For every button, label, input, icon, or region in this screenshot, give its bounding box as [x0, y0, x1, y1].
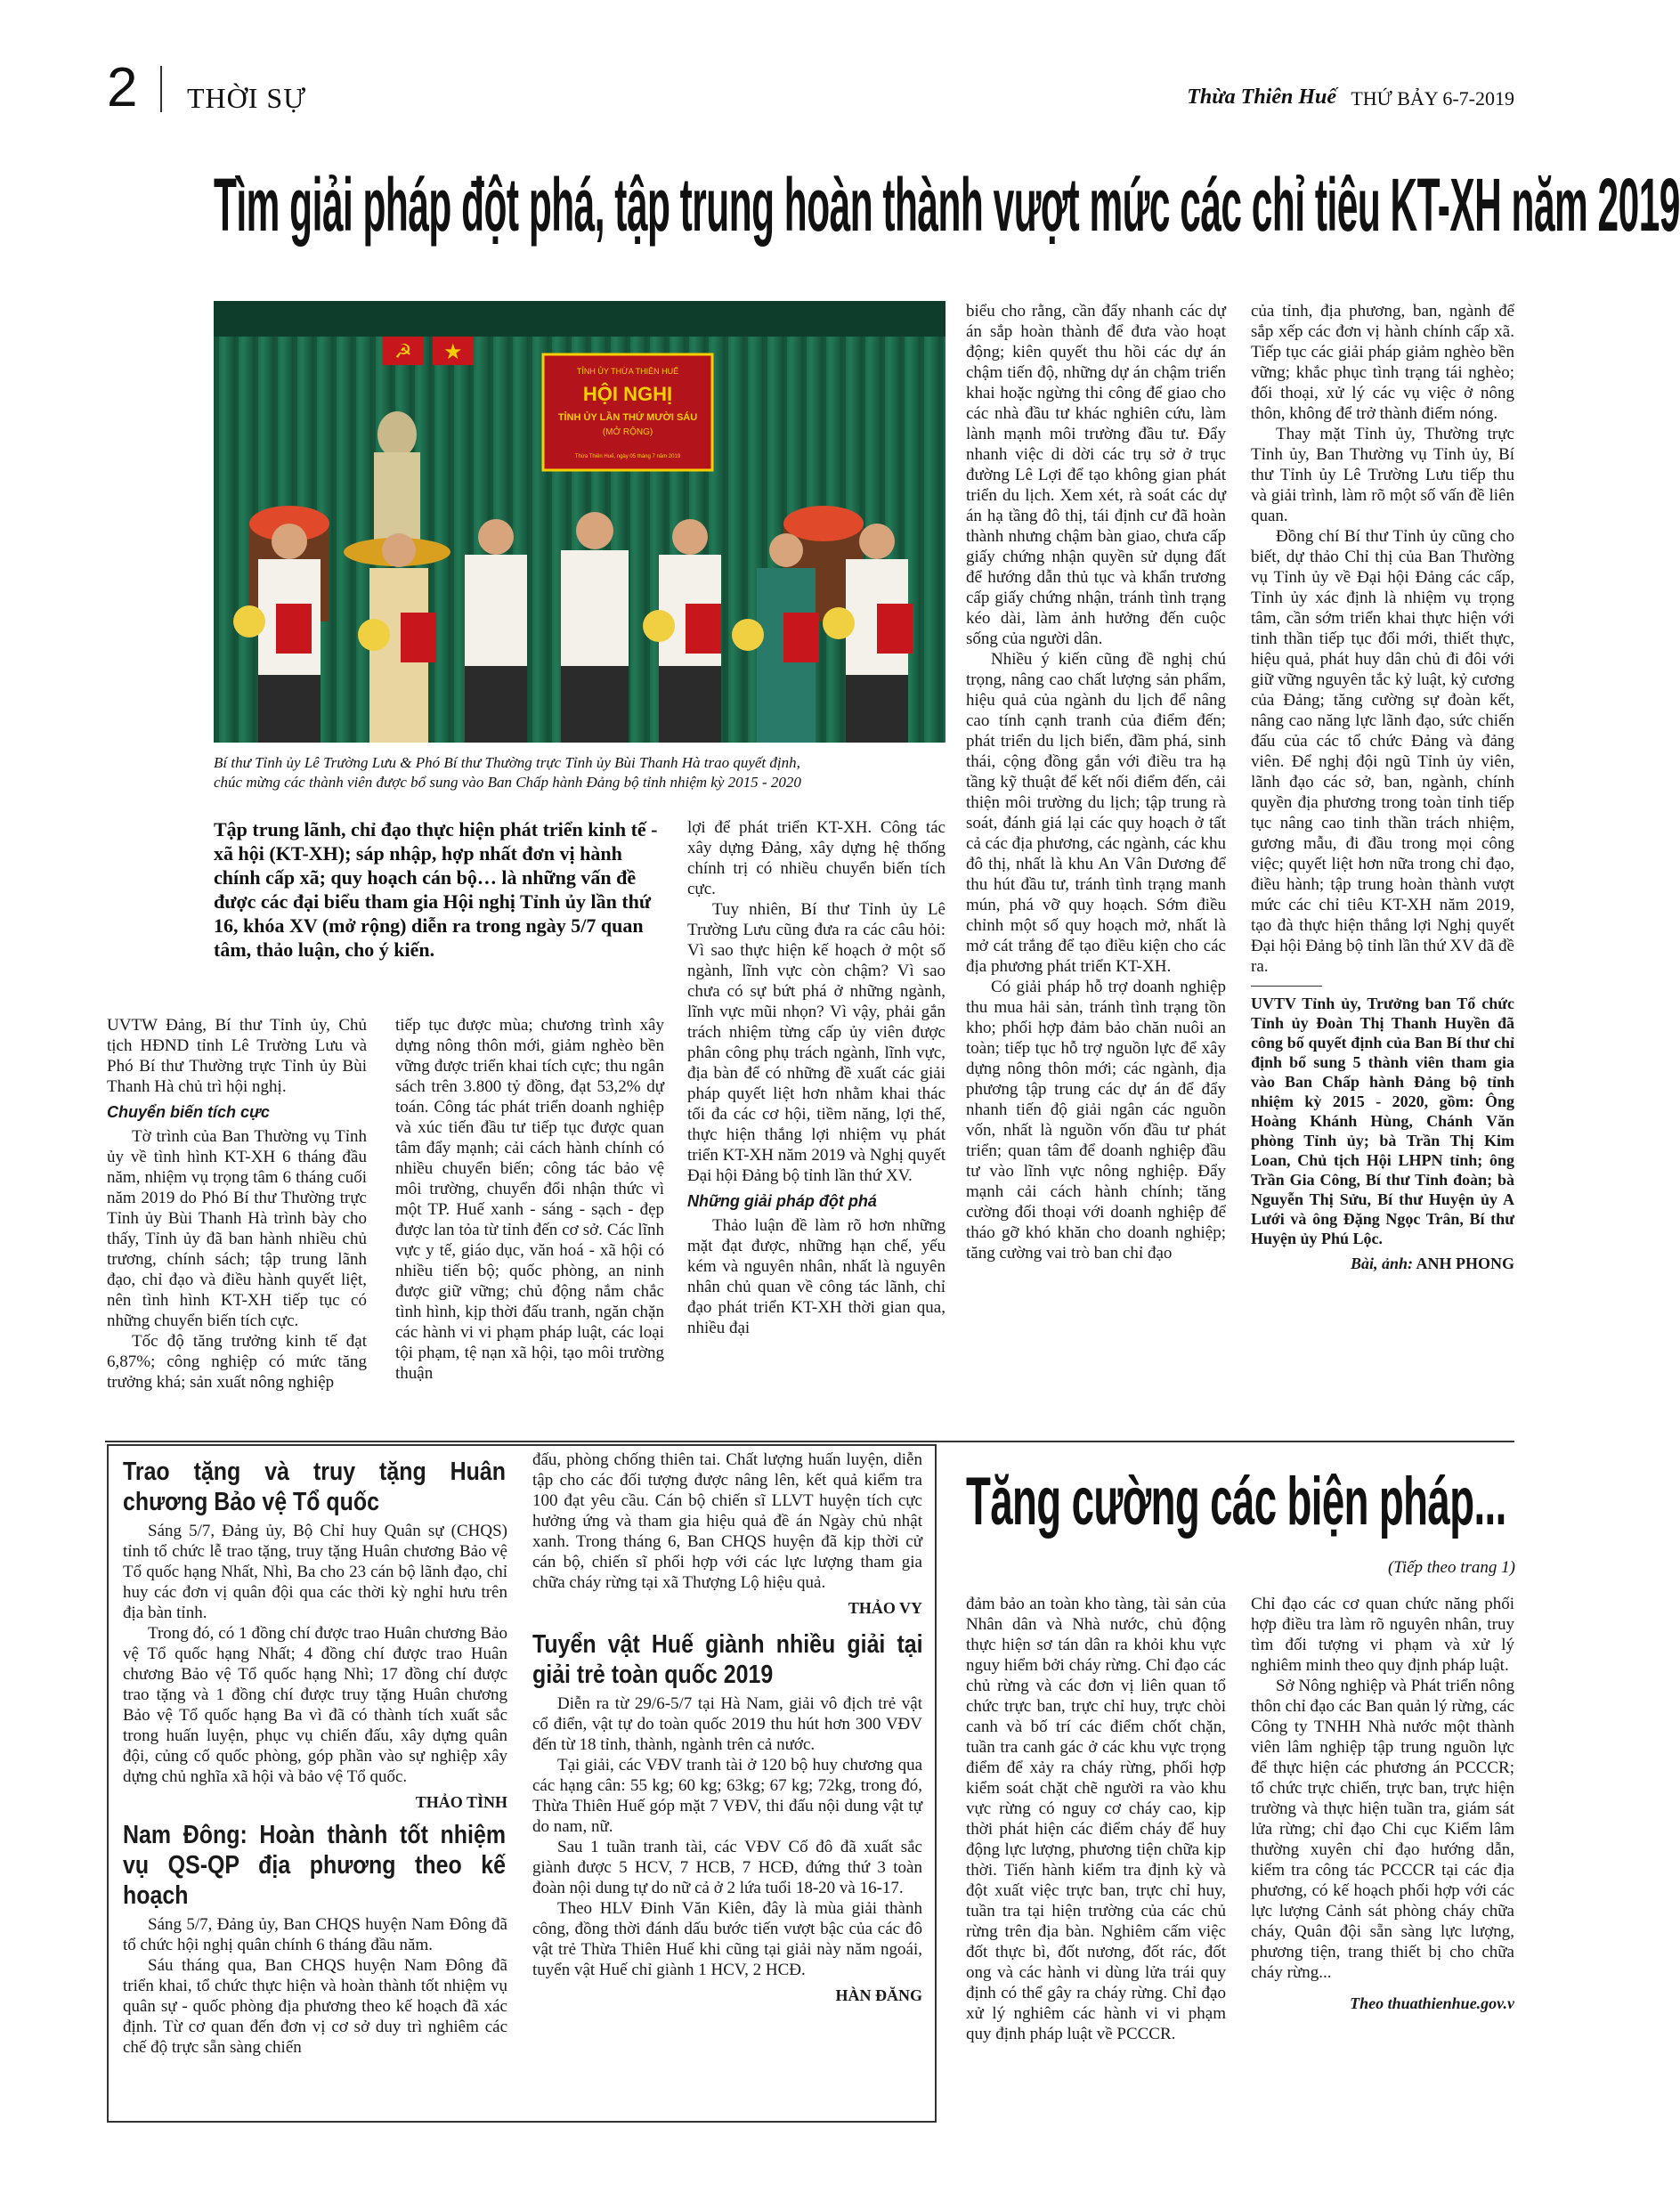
continued-col2-p1: Chỉ đạo các cơ quan chức năng phối hợp điều tra làm rõ nguyên nhân, truy tìm đối tượng vi phạm và xử lý nghiêm minh theo quy định pháp luật. [1251, 1595, 1514, 1675]
col4-p1: biểu cho rằng, cần đẩy nhanh các dự án sắp hoàn thành để đưa vào hoạt động; kiên quyết thu hồi các dự án chậm tiến độ, những dự án chậm triển khai hoặc ngừng thi công để giao cho các nhà đầu tư khác nghiên cứu, làm lành mạnh môi trường đầu tư. Đẩy nhanh việc di dời các trụ sở ở trục đường Lê Lợi để tạo không gian phát triển du lịch. Xem xét, rà soát các dự án hạ tầng đô thị, tái định cư đã hoàn thành nhưng chậm bàn giao, chưa cấp giấy chứng nhận quyền sử dụng đất để hướng dẫn thủ tục và khẩn trương cấp giấy chứng nhận, tránh tình trạng kéo dài, làm ảnh hưởng đến cuộc sống của người dân. [966, 302, 1226, 648]
banner-sub: TỈNH ỦY LẦN THỨ MƯỜI SÁU [557, 412, 698, 423]
main-col-5 [1251, 301, 1514, 1274]
story3-p1: Diễn ra từ 29/6-5/7 tại Hà Nam, giải vô địch trẻ vật cổ điển, vật tự do toàn quốc 2019 thu hút hơn 300 VĐV đến từ 18 tỉnh, thành, ngành trên cả nước. [532, 1694, 922, 1754]
col2-p1: tiếp tục được mùa; chương trình xây dựng nông thôn mới, giảm nghèo bền vững được triển khai tích cực; thu ngân sách trên 3.800 tỷ đồng, đạt 53,2% dự toán. Công tác phát triển doanh nghiệp và xúc tiến đầu tư tiếp tục được quan tâm đẩy mạnh; cải cách hành chính có nhiều chuyển biến; công tác bảo vệ môi trường, chuyển đổi nhận thức vì một TP. Huế xanh - sáng - sạch - đẹp được lan tỏa từ tỉnh đến cơ sở. Các lĩnh vực y tế, giáo dục, văn hoá - xã hội có nhiều tiến bộ; quốc phòng, an ninh được giữ vững; chủ động nắm chắc tình hình, kịp thời đấu tranh, ngăn chặn các hành vi vi phạm pháp luật, các loại tội phạm, tệ nạn xã hội, tạo môi trường thuận [395, 1016, 664, 1383]
main-headline-wrap [214, 160, 1680, 276]
header-divider [160, 66, 162, 112]
story2-author: THẢO VY [848, 1599, 922, 1617]
svg-text:☭: ☭ [394, 340, 412, 362]
story2-p2: Sáu tháng qua, Ban CHQS huyện Nam Đông đã triển khai, tổ chức thực hiện và hoàn thành tốt nhiệm vụ quân sự - quốc phòng địa phương theo kế hoạch đã xác định. Từ cơ quan đến đơn vị cơ sở duy trì nghiêm các chế độ trực sẵn sàng chiến [123, 1956, 507, 2057]
col4-p2: Nhiều ý kiến cũng đề nghị chú trọng, nâng cao chất lượng sản phẩm, hiệu quả của ngành du lịch để nâng cao tính cạnh tranh của điểm đến; phát triển du lịch biển, đầm phá, sinh thái, cộng đồng gắn với điều tra hạ tầng kỹ thuật để kết nối điểm đến, cải thiện môi trường du lịch; tập trung rà soát, đánh giá lại các quy hoạch ở tất cả các địa phương, các ngành, các khu đô thị, nhất là khu An Vân Dương để thu hút đầu tư, tránh tình trạng manh mún, phá vỡ quy hoạch. Sớm điều chỉnh một số quy hoạch mở, nhất là mở cát trắng để tạo điều kiện cho các địa phương phát triển KT-XH. [966, 650, 1227, 976]
continued-col-2 [1251, 1594, 1514, 2014]
subhead-positive-change: Chuyển biến tích cực [107, 1103, 270, 1121]
col1-p1: UVTW Đảng, Bí thư Tỉnh ủy, Chủ tịch HĐND tỉnh Lê Trường Lưu và Phó Bí thư Thường trực Tỉnh ủy Bùi Thanh Hà chủ trì hội nghị. [107, 1016, 367, 1096]
photo-caption [214, 753, 946, 792]
byline-label: Bài, ảnh: [1350, 1255, 1413, 1272]
col1-p3: Tốc độ tăng trưởng kinh tế đạt 6,87%; công nghiệp có mức tăng trưởng khá; sản xuất nông nghiệp [107, 1332, 367, 1392]
continued-col2-p2: Sở Nông nghiệp và Phát triển nông thôn chỉ đạo các Ban quản lý rừng, các Công ty TNHH Nhà nước một thành viên lâm nghiệp tập trung nguồn lực để thực hiện các phương án PCCCR; tổ chức trực chiến, trực ban, trực hiện trường và thực hiện tuần tra, giám sát lửa rừng; chỉ đạo Chi cục Kiểm lâm thường xuyên chỉ đạo hướng dẫn, kiểm tra công tác PCCCR tại các địa phương, có kế hoạch phối hợp với các lực lượng Cảnh sát phòng cháy chữa cháy, Quân đội sẵn sàng lực lượng, phương tiện, trang thiết bị cho chữa cháy rừng... [1251, 1677, 1514, 1982]
national-flag-icon [433, 337, 474, 365]
col4-p3: Có giải pháp hỗ trợ doanh nghiệp thu mua hải sản, tránh tình trạng tồn kho; phối hợp đảm bảo chăn nuôi an toàn; tiếp tục hỗ trợ nguồn lực để xây dựng nông thôn mới; các ngành, địa phương tập trung các dự án để đẩy nhanh tiến độ giải ngân các nguồn vốn, nhất là nguồn vốn đầu tư phát triển; quan tâm để doanh nghiệp đầu tư vào lĩnh vực nông nghiệp. Đẩy mạnh cải cách hành chính; tăng cường đối thoại với doanh nghiệp để tháo gỡ khó khăn cho doanh nghiệp; tăng cường vai trò ban chỉ đạo [966, 978, 1226, 1263]
continued-headline-wrap [966, 1462, 1518, 1551]
banner-sub2: (MỞ RỘNG) [602, 427, 653, 437]
header-date: THỨ BẢY 6-7-2019 [1351, 87, 1514, 110]
story3-author: HÀN ĐĂNG [835, 1986, 922, 2004]
story1-p1: Sáng 5/7, Đảng ủy, Bộ Chỉ huy Quân sự (CHQS) tỉnh tổ chức lễ trao tặng, truy tặng Huân chương Bảo vệ Tổ quốc hạng Nhất, Nhì, Ba cho 23 cán bộ lãnh đạo, chỉ huy các đơn vị quân đội qua các thời kỳ nghỉ hưu trên địa bàn tỉnh. [123, 1522, 507, 1622]
box-col-2 [532, 1450, 922, 2006]
story3-p3: Sau 1 tuần tranh tài, các VĐV Cố đô đã xuất sắc giành được 5 HCV, 7 HCB, 7 HCĐ, đứng thứ 3 toàn đoàn nội dung tự do nữ cả ở 2 lứa tuổi 18-20 và 16-17. [532, 1838, 922, 1897]
byline-name: ANH PHONG [1416, 1255, 1514, 1272]
section-label: THỜI SỰ [187, 82, 307, 114]
main-photo [214, 301, 946, 743]
lead-paragraph: Tập trung lãnh, chỉ đạo thực hiện phát triển kinh tế - xã hội (KT-XH); sáp nhập, hợp nhất đơn vị hành chính cấp xã; quy hoạch cán bộ… là những vấn đề được các đại biểu tham gia Hội nghị Tỉnh ủy lần thứ 16, khóa XV (mở rộng) diễn ra trong ngày 5/7 quan tâm, thảo luận, cho ý kiến. [214, 818, 658, 961]
main-col-1 [107, 1015, 367, 1393]
party-flag-icon [383, 337, 424, 365]
main-col-2 [395, 1015, 664, 1384]
continued-source: Theo thuathienhue.gov.v [1350, 1994, 1514, 2012]
story3-p2: Tại giải, các VĐV tranh tài ở 120 bộ huy chương qua các hạng cân: 55 kg; 60 kg; 63kg; 67 kg; 72kg, trong đó, Thừa Thiên Huế góp mặt 7 VĐV, thi đấu nội dung vật tự do nam, nữ. [532, 1756, 922, 1836]
subhead-breakthrough: Những giải pháp đột phá [687, 1192, 877, 1210]
continued-col-1 [966, 1594, 1226, 2044]
col5-p3: Đồng chí Bí thư Tỉnh ủy cũng cho biết, dự thảo Chỉ thị của Ban Thường vụ Tỉnh ủy về Đại hội Đảng các cấp, Tỉnh ủy xác định là nhiệm vụ trọng tâm, cần sớm triển khai thực hiện với tinh thần tiếp tục đổi mới, thiết thực, hiệu quả, phát huy dân chủ đi đôi với giữ vững nguyên tắc kỷ luật, kỷ cương của Đảng; tăng cường sự đoàn kết, nâng cao năng lực lãnh đạo, sức chiến đấu của các tổ chức Đảng và đảng viên. Để nghị đội ngũ Tỉnh ủy viên, lãnh đạo các sở, ban, ngành, chính quyền địa phương trong toàn tỉnh tiếp tục nâng cao tinh thần trách nhiệm, gương mẫu, đi đầu trong mọi công việc; quyết liệt hơn nữa trong chỉ đạo, điều hành; tập trung hoàn thành vượt mức các chỉ tiêu KT-XH năm 2019, tạo đà thực hiện thắng lợi Nghị quyết Đại hội Đảng bộ tỉnh lần thứ XV đã đề ra. [1251, 527, 1514, 976]
story1-author: THẢO TÌNH [415, 1793, 507, 1811]
banner-title: HỘI NGHỊ [582, 383, 673, 405]
col1-p2: Tờ trình của Ban Thường vụ Tỉnh ủy về tình hình KT-XH 6 tháng đầu năm, nhiệm vụ trọng tâm 6 tháng cuối năm 2019 do Phó Bí thư Thường trực Tỉnh ủy Bùi Thanh Hà trình bày cho thấy, Tỉnh ủy đã ban hành nhiều chủ trương, chính sách; tập trung lãnh đạo, chỉ đạo và điều hành quyết liệt, nên tình hình KT-XH tiếp tục có những chuyển biến tích cực. [107, 1127, 367, 1330]
page-header [105, 59, 1514, 121]
paper-name: Thừa Thiên Huế [1187, 85, 1336, 109]
continued-col1-text: đảm bảo an toàn kho tàng, tài sản của Nhân dân và Nhà nước, chủ động thực hiện sơ tán dân ra khỏi khu vực nguy hiểm bởi cháy rừng. Chỉ đạo các chủ rừng và các đơn vị liên quan tổ chức trực ban, trực chỉ huy, trực chòi canh và bố trí các điểm chốt chặn, tuần tra canh gác ở các khu vực trọng điểm để xảy ra cháy rừng, phối hợp kiểm soát chặt chẽ người ra vào khu vực rừng có nguy cơ cháy cao, kịp thời phát hiện các điểm cháy để huy động lực lượng, phương tiện chữa kịp thời. Tiến hành kiểm tra định kỳ và đột xuất việc trực ban, trực chỉ huy, tuần tra tại hiện trường của các chủ rừng trên địa bàn. Nghiêm cấm việc đốt thực bì, đốt nương, đốt rác, đốt ong và các hành vi dùng lửa trái quy định có thể gây ra cháy rừng. Chỉ đạo xử lý nghiêm các hành vi vi phạm quy định pháp luật về PCCCR. [966, 1595, 1226, 2043]
page-number: 2 [107, 57, 138, 118]
story1-p2: Trong đó, có 1 đồng chí được trao Huân chương Bảo vệ Tổ quốc hạng Nhất; 4 đồng chí được trao Huân chương Bảo vệ Tổ quốc hạng Nhì; 17 đồng chí được trao tặng và 1 đồng chí được truy tặng Huân chương Bảo vệ Tổ quốc hạng Ba vì đã có thành tích xuất sắc trong huấn luyện, phục vụ chiến đấu, xây dựng quân đội, củng cố quốc phòng, góp phần vào sự nghiệp xây dựng chủ nghĩa xã hội và bảo vệ Tổ quốc. [123, 1624, 507, 1786]
box-col-1 [123, 1457, 507, 2058]
col5-p2: Thay mặt Tỉnh ủy, Thường trực Tỉnh ủy, Ban Thường vụ Tỉnh ủy, Bí thư Tỉnh ủy Lê Trường Lưu tiếp thu và giải trình, làm rõ một số vấn đề liên quan. [1251, 425, 1514, 525]
continued-from: (Tiếp theo trang 1) [1387, 1558, 1515, 1577]
conference-photo [214, 301, 946, 743]
col3-p1: lợi để phát triển KT-XH. Công tác xây dựng Đảng, xây dựng hệ thống chính trị có nhiều chuyển biến tích cực. [687, 818, 946, 898]
col3-p3: Thảo luận đề làm rõ hơn những mặt đạt được, những hạn chế, yếu kém và nguyên nhân, nhất là nguyên nhân chủ quan về công tác lãnh, chỉ đạo phát triển KT-XH thời gian qua, nhiều đại [687, 1216, 946, 1337]
banner-date: Thừa Thiên Huế, ngày 05 tháng 7 năm 2019 [574, 454, 681, 459]
main-byline [1251, 1254, 1514, 1274]
photo-caption-line1: Bí thư Tỉnh ủy Lê Trường Lưu & Phó Bí thư Thường trực Tỉnh ủy Bùi Thanh Hà trao quyết định, [214, 754, 800, 771]
continued-headline: Tăng cường các biện pháp... [966, 1464, 1506, 1539]
story2-p3: đấu, phòng chống thiên tai. Chất lượng huấn luyện, diễn tập cho các đối tượng được nâng lên, kết quả kiểm tra 100 đạt yêu cầu. Cán bộ chiến sĩ LLVT huyện tích cực hưởng ứng và tham gia hiệu quả đề án Ngày chủ nhật xanh. Trong tháng 6, Ban CHQS huyện đã kịp thời cử cán bộ, chiến sĩ phối hợp với các lực lượng tham gia chữa cháy rừng tại xã Thượng Lộ hiệu quả. [532, 1450, 922, 1592]
photo-caption-line2: chúc mừng các thành viên được bổ sung vào Ban Chấp hành Đảng bộ tỉnh nhiệm kỳ 2015 - 2020 [214, 774, 801, 791]
svg-text:★: ★ [443, 340, 463, 364]
col3-p2: Tuy nhiên, Bí thư Tỉnh ủy Lê Trường Lưu cũng đưa ra các câu hỏi: Vì sao thực hiện kế hoạch ở một số ngành, lĩnh vực còn chậm? Vì sao chưa có sự bứt phá ở những ngành, lĩnh vực mũi nhọn? Vì vậy, phải gắn trách nhiệm từng cấp ủy viên được phân công phụ trách ngành, lĩnh vực, địa bàn để có những đề xuất các giải pháp quyết liệt hơn nhằm khai thác tối đa các cơ hội, tiềm năng, lợi thế, thực hiện thắng lợi nhiệm vụ phát triển KT-XH năm 2019 và Nghị quyết Đại hội Đảng bộ tỉnh lần thứ XV. [687, 900, 946, 1185]
main-headline: Tìm giải pháp đột phá, tập trung hoàn thành vượt mức các chỉ tiêu KT-XH năm 2019 [214, 163, 1680, 247]
main-col-3 [687, 817, 946, 1338]
story3-title: Tuyển vật Huế giành nhiều giải tại giải trẻ toàn quốc 2019 [532, 1630, 923, 1689]
col5-short-rule [1251, 986, 1322, 987]
col5-p4: UVTV Tỉnh ủy, Trưởng ban Tổ chức Tỉnh ủy Đoàn Thị Thanh Huyền đã công bố quyết định của Ban Bí thư chỉ định bổ sung 5 thành viên tham gia vào Ban Chấp hành Đảng bộ tỉnh nhiệm kỳ 2015 - 2020, gồm: Ông Hoàng Khánh Hùng, Chánh Văn phòng Tỉnh ủy; bà Trần Thị Kim Loan, Chủ tịch Hội LHPN tỉnh; ông Trần Gia Công, Bí thư Tỉnh đoàn; bà Nguyễn Thị Sửu, Bí thư Huyện ủy A Lưới và ông Đặng Ngọc Trân, Bí thư Huyện ủy Phú Lộc. [1251, 995, 1514, 1247]
col5-p1: của tỉnh, địa phương, ban, ngành để sắp xếp các đơn vị hành chính cấp xã. Tiếp tục các giải pháp giảm nghèo bền vững; khắc phục tình trạng tái nghèo; đối thoại, xử lý các vụ việc ở nông thôn, không để trở thành điểm nóng. [1251, 302, 1514, 423]
main-col-4 [966, 301, 1226, 1263]
banner-top: TỈNH ỦY THỪA THIÊN HUẾ [576, 367, 679, 376]
story1-title: Trao tặng và truy tặng Huân chương Bảo vệ Tổ quốc [123, 1458, 506, 1516]
story2-p1: Sáng 5/7, Đảng ủy, Ban CHQS huyện Nam Đông đã tổ chức hội nghị quân chính 6 tháng đầu năm. [123, 1915, 507, 1954]
story3-p4: Theo HLV Đinh Văn Kiên, đây là mùa giải thành công, đồng thời đánh dấu bước tiến vượt bậc của các đô vật trẻ Thừa Thiên Huế khi cũng tại giải này năm ngoái, tuyển vật Huế chỉ giành 1 HCV, 2 HCĐ. [532, 1899, 922, 1979]
story2-title: Nam Đông: Hoàn thành tốt nhiệm vụ QS-QP địa phương theo kế hoạch [123, 1821, 506, 1910]
section-separator [105, 1441, 1514, 1442]
